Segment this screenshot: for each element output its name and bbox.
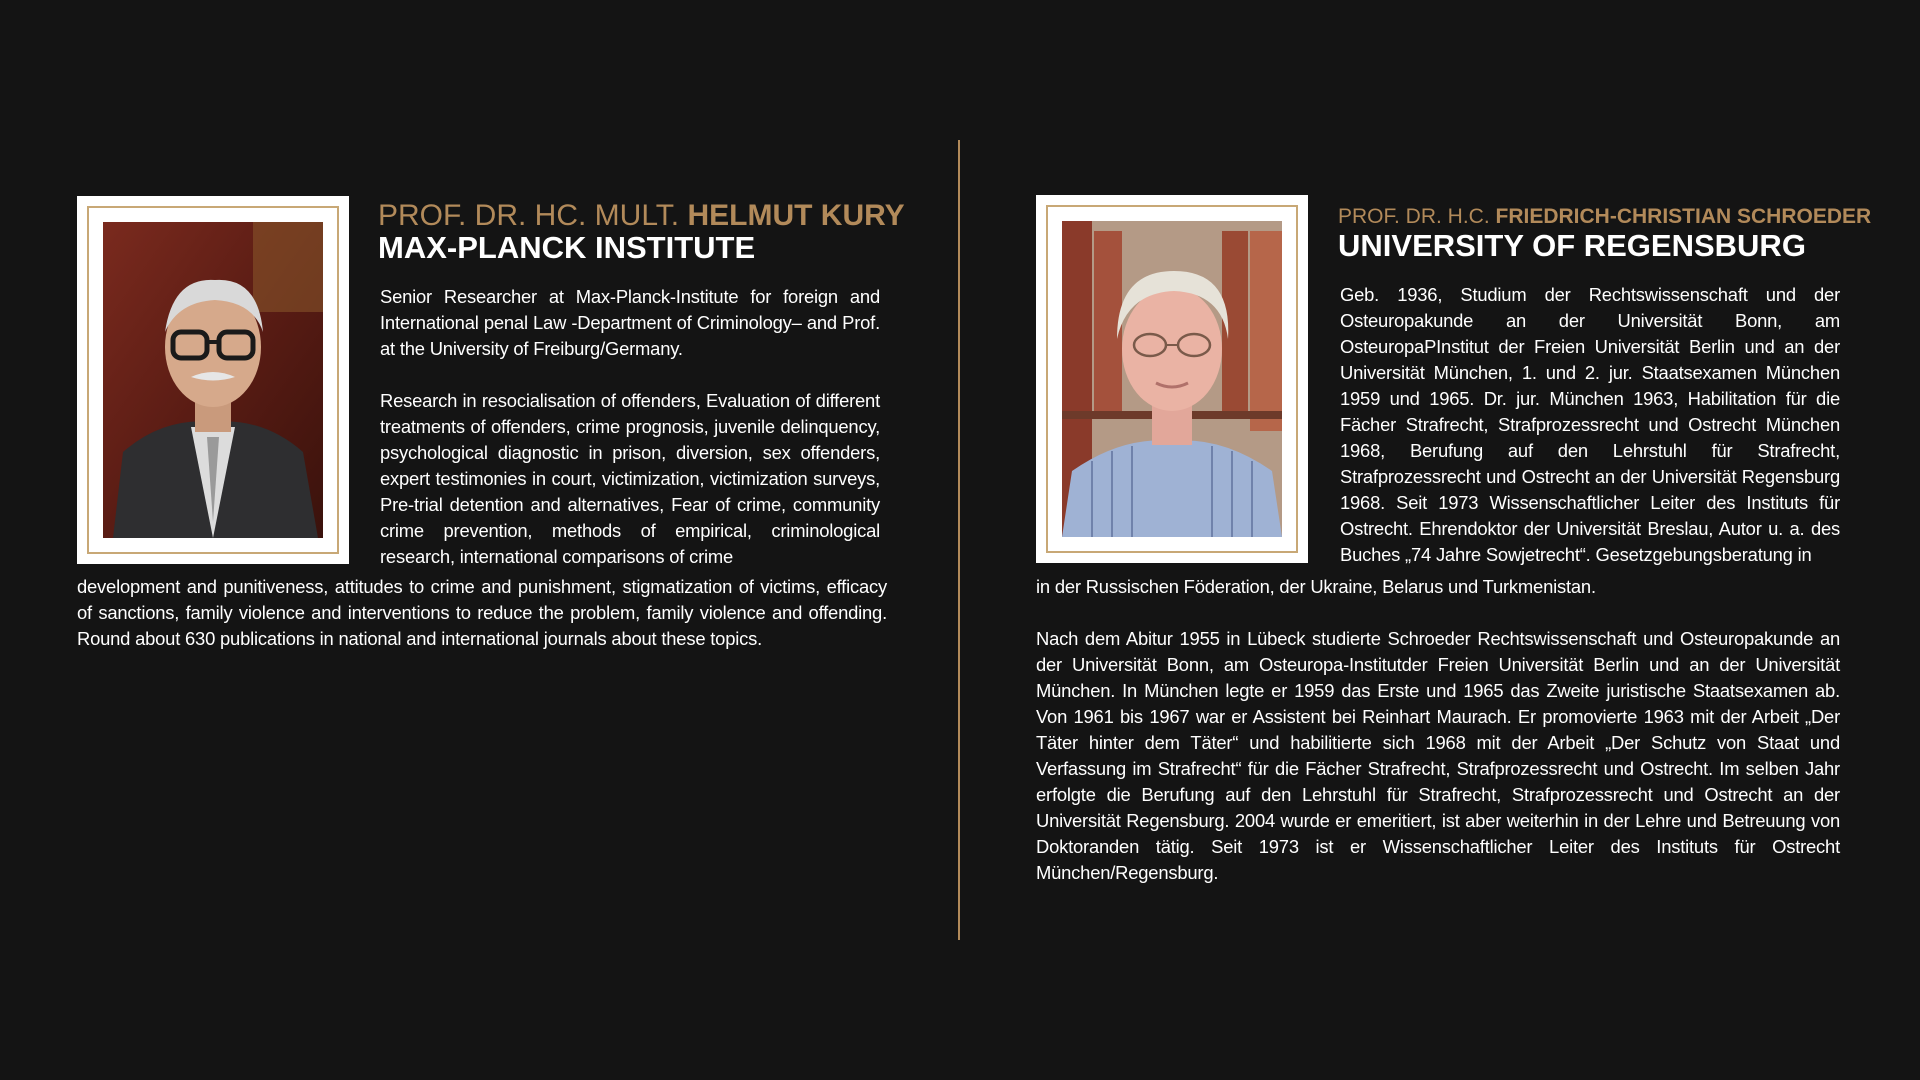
academic-title: PROF. DR. HC. MULT. [378,199,688,232]
bio-paragraph-continued: in der Russischen Föderation, der Ukraine, Belarus und Turkmenistan. [1036,576,1596,597]
bio-kury-bottom [77,574,887,652]
bio-schroeder-top [1340,282,1840,568]
portrait-mat [87,206,339,554]
title-line [1338,204,1871,230]
bio-schroeder-bottom [1036,574,1840,886]
person-name: HELMUT KURY [687,199,905,232]
portrait-photo-kury [103,222,323,538]
bio-paragraph: Nach dem Abitur 1955 in Lübeck studierte Schroeder Rechtswissenschaft und Osteuropakunde an der Universität Bonn, am Osteuropa-Institutder Freien Universität Berlin und an der Universität München. In München legte er 1959 das Erste und 1965 das Zweite juristische Staatsexamen ab. Von 1961 bis 1967 war er Assistent bei Reinhart Maurach. Er promovierte 1963 mit der Arbeit „Der Täter hinter dem Täter“ und habilitierte sich 1968 mit der Arbeit „Der Schutz von Staat und Verfassung im Strafrecht“ für die Fächer Strafrecht, Strafprozessrecht und Ostrecht. Im selben Jahr erfolgte die Berufung auf den Lehrstuhl für Strafrecht, Strafprozessrecht und Ostrecht an der Universität Regensburg. 2004 wurde er emeritiert, ist aber weiterhin in der Lehre und Betreuung von Doktoranden tätig. Seit 1973 ist er Wissenschaftlicher Leiter des Instituts für Ostrecht München/Regensburg. [1036,628,1840,883]
column-divider [958,140,960,940]
bio-kury-top [380,284,880,570]
portrait-photo-schroeder [1062,221,1282,537]
institution-name: UNIVERSITY OF REGENSBURG [1338,228,1806,263]
portrait-mat [1046,205,1298,553]
bio-paragraph: Geb. 1936, Studium der Rechtswissenschaft und der Osteuropakunde an der Universität Bonn, am OsteuropaPInstitut der Freien Universität Berlin und an der Universität München, 1. und 2. jur. Staatsexamen München 1959 und 1965. Dr. jur. München 1963, Habilitation für die Fächer Strafrecht, Strafprozessrecht und Ostrecht München 1968, Berufung auf den Lehrstuhl für Strafrecht, Strafprozessrecht und Ostrecht an der Universität Regensburg 1968. Seit 1973 Wissenschaftlicher Leiter des Instituts für Ostrecht. Ehrendoktor der Universität Breslau, Autor u. a. des Buches „74 Jahre Sowjetrecht“. Gesetzgebungsberatung in [1340,284,1840,565]
bio-paragraph: Research in resocialisation of offenders, Evaluation of different treatments of offenders, crime prognosis, juvenile delinquency, psychological diagnostic in prison, diversion, sex offenders, expert testimonies in court, victimization, victimization surveys, Pre-trial detention and alternatives, Fear of crime, community crime prevention, methods of empirical, criminological research, international comparisons of crime [380,390,880,567]
academic-title: PROF. DR. H.C. [1338,205,1496,228]
bio-paragraph: Senior Researcher at Max-Planck-Institute for foreign and International penal Law -Department of Criminology– and Prof. at the University of Freiburg/Germany. [380,286,880,359]
portrait-frame-kury [77,196,349,564]
person-name: FRIEDRICH-CHRISTIAN SCHROEDER [1495,205,1872,228]
bio-paragraph-continued: development and punitiveness, attitudes to crime and punishment, stigmatization of victims, efficacy of sanctions, family violence and interventions to reduce the problem, family violence and offending. Round about 630 publications in national and international journals about these topics. [77,576,887,649]
portrait-frame-schroeder [1036,195,1308,563]
heading-schroeder [1338,204,1871,262]
heading-kury [378,200,905,264]
institution-name: MAX-PLANCK INSTITUTE [378,230,756,265]
title-line [378,200,905,232]
